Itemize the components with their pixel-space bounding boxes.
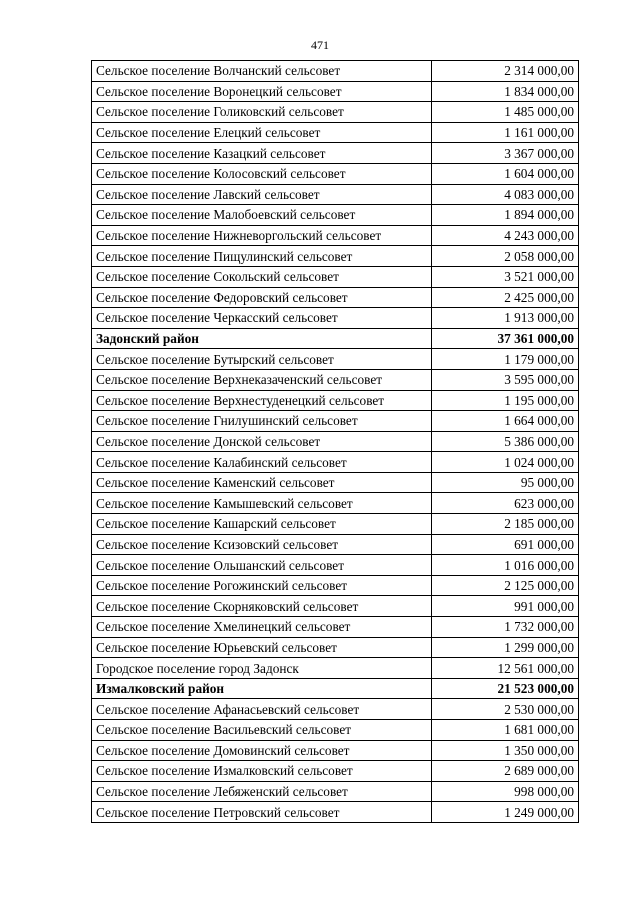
amount-cell: 1 350 000,00 <box>432 740 579 761</box>
table-row <box>92 390 579 411</box>
amount-cell: 1 179 000,00 <box>432 349 579 370</box>
settlement-name-cell: Сельское поселение Лавский сельсовет <box>92 184 432 205</box>
amount-cell: 2 425 000,00 <box>432 287 579 308</box>
settlement-name-cell: Сельское поселение Колосовский сельсовет <box>92 163 432 184</box>
settlement-name-cell: Сельское поселение Елецкий сельсовет <box>92 122 432 143</box>
settlement-name-cell: Сельское поселение Верхнестуденецкий сельсовет <box>92 390 432 411</box>
amount-cell: 5 386 000,00 <box>432 431 579 452</box>
table-row <box>92 781 579 802</box>
amount-cell: 95 000,00 <box>432 472 579 493</box>
table-row <box>92 369 579 390</box>
table-row <box>92 761 579 782</box>
table-row <box>92 61 579 82</box>
table-row <box>92 452 579 473</box>
settlement-name-cell: Сельское поселение Скорняковский сельсовет <box>92 596 432 617</box>
amount-cell: 998 000,00 <box>432 781 579 802</box>
amount-cell: 2 530 000,00 <box>432 699 579 720</box>
amount-cell: 2 125 000,00 <box>432 575 579 596</box>
table-row <box>92 184 579 205</box>
amount-cell: 2 058 000,00 <box>432 246 579 267</box>
table-row <box>92 596 579 617</box>
amount-cell: 1 249 000,00 <box>432 802 579 823</box>
district-row <box>92 678 579 699</box>
district-row <box>92 328 579 349</box>
table-row <box>92 122 579 143</box>
settlement-name-cell: Сельское поселение Воронецкий сельсовет <box>92 81 432 102</box>
table-row <box>92 81 579 102</box>
settlement-name-cell: Сельское поселение Рогожинский сельсовет <box>92 575 432 596</box>
settlement-name-cell: Сельское поселение Ксизовский сельсовет <box>92 534 432 555</box>
settlement-name-cell: Измалковский район <box>92 678 432 699</box>
settlement-name-cell: Сельское поселение Юрьевский сельсовет <box>92 637 432 658</box>
table-row <box>92 308 579 329</box>
settlement-name-cell: Задонский район <box>92 328 432 349</box>
table-row <box>92 287 579 308</box>
table-row <box>92 472 579 493</box>
settlement-name-cell: Сельское поселение Федоровский сельсовет <box>92 287 432 308</box>
settlement-name-cell: Сельское поселение Лебяженский сельсовет <box>92 781 432 802</box>
amount-cell: 3 521 000,00 <box>432 266 579 287</box>
settlement-name-cell: Сельское поселение Черкасский сельсовет <box>92 308 432 329</box>
amount-cell: 1 732 000,00 <box>432 617 579 638</box>
amount-cell: 1 024 000,00 <box>432 452 579 473</box>
table-row <box>92 555 579 576</box>
amount-cell: 2 314 000,00 <box>432 61 579 82</box>
table-row <box>92 699 579 720</box>
settlement-name-cell: Сельское поселение Каменский сельсовет <box>92 472 432 493</box>
table-row <box>92 411 579 432</box>
settlement-name-cell: Сельское поселение Афанасьевский сельсовет <box>92 699 432 720</box>
settlement-name-cell: Сельское поселение Казацкий сельсовет <box>92 143 432 164</box>
amount-cell: 1 016 000,00 <box>432 555 579 576</box>
amount-cell: 1 913 000,00 <box>432 308 579 329</box>
amount-cell: 1 834 000,00 <box>432 81 579 102</box>
settlement-name-cell: Сельское поселение Хмелинецкий сельсовет <box>92 617 432 638</box>
table-body <box>92 61 579 823</box>
amount-cell: 1 161 000,00 <box>432 122 579 143</box>
amount-cell: 691 000,00 <box>432 534 579 555</box>
amount-cell: 1 664 000,00 <box>432 411 579 432</box>
settlement-name-cell: Сельское поселение Малобоевский сельсовет <box>92 205 432 226</box>
settlement-name-cell: Сельское поселение Пищулинский сельсовет <box>92 246 432 267</box>
amount-cell: 623 000,00 <box>432 493 579 514</box>
table-row <box>92 534 579 555</box>
settlement-name-cell: Сельское поселение Петровский сельсовет <box>92 802 432 823</box>
table-row <box>92 802 579 823</box>
amount-cell: 1 894 000,00 <box>432 205 579 226</box>
settlement-name-cell: Сельское поселение Гнилушинский сельсовет <box>92 411 432 432</box>
amount-cell: 37 361 000,00 <box>432 328 579 349</box>
settlement-name-cell: Сельское поселение Донской сельсовет <box>92 431 432 452</box>
amount-cell: 1 195 000,00 <box>432 390 579 411</box>
table-row <box>92 637 579 658</box>
table-row <box>92 720 579 741</box>
amount-cell: 4 083 000,00 <box>432 184 579 205</box>
amount-cell: 1 604 000,00 <box>432 163 579 184</box>
settlement-name-cell: Сельское поселение Голиковский сельсовет <box>92 102 432 123</box>
settlement-name-cell: Сельское поселение Ольшанский сельсовет <box>92 555 432 576</box>
table-row <box>92 102 579 123</box>
settlement-name-cell: Городское поселение город Задонск <box>92 658 432 679</box>
amount-cell: 12 561 000,00 <box>432 658 579 679</box>
amount-cell: 3 595 000,00 <box>432 369 579 390</box>
settlement-name-cell: Сельское поселение Калабинский сельсовет <box>92 452 432 473</box>
settlement-name-cell: Сельское поселение Нижневоргольский сельсовет <box>92 225 432 246</box>
amount-cell: 3 367 000,00 <box>432 143 579 164</box>
table-row <box>92 493 579 514</box>
amount-cell: 991 000,00 <box>432 596 579 617</box>
settlement-name-cell: Сельское поселение Верхнеказаченский сельсовет <box>92 369 432 390</box>
amount-cell: 2 185 000,00 <box>432 514 579 535</box>
table-row <box>92 431 579 452</box>
amount-cell: 2 689 000,00 <box>432 761 579 782</box>
settlement-name-cell: Сельское поселение Васильевский сельсовет <box>92 720 432 741</box>
amount-cell: 1 299 000,00 <box>432 637 579 658</box>
amount-cell: 1 681 000,00 <box>432 720 579 741</box>
settlement-name-cell: Сельское поселение Волчанский сельсовет <box>92 61 432 82</box>
table-row <box>92 205 579 226</box>
table-row <box>92 514 579 535</box>
settlement-name-cell: Сельское поселение Камышевский сельсовет <box>92 493 432 514</box>
table-row <box>92 246 579 267</box>
settlement-name-cell: Сельское поселение Сокольский сельсовет <box>92 266 432 287</box>
table-row <box>92 658 579 679</box>
table-row <box>92 617 579 638</box>
table-row <box>92 349 579 370</box>
table-row <box>92 266 579 287</box>
table-row <box>92 575 579 596</box>
amount-cell: 21 523 000,00 <box>432 678 579 699</box>
table-row <box>92 143 579 164</box>
settlement-name-cell: Сельское поселение Домовинский сельсовет <box>92 740 432 761</box>
amount-cell: 4 243 000,00 <box>432 225 579 246</box>
settlement-name-cell: Сельское поселение Бутырский сельсовет <box>92 349 432 370</box>
page-number: 471 <box>311 38 329 52</box>
settlement-name-cell: Сельское поселение Кашарский сельсовет <box>92 514 432 535</box>
settlement-name-cell: Сельское поселение Измалковский сельсовет <box>92 761 432 782</box>
amount-cell: 1 485 000,00 <box>432 102 579 123</box>
budget-table <box>91 60 579 823</box>
table-row <box>92 740 579 761</box>
table-row <box>92 163 579 184</box>
table-row <box>92 225 579 246</box>
